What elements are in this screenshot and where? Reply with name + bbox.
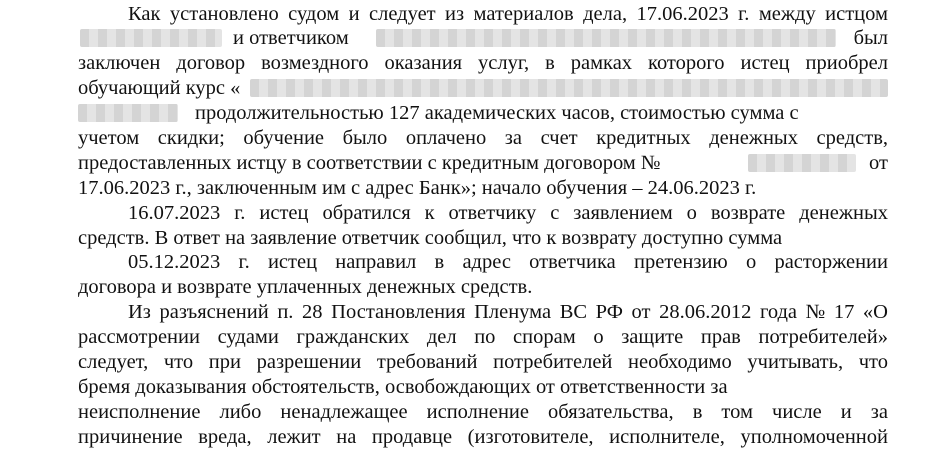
paragraph-1-line-6 — [78, 125, 888, 151]
paragraph-2-line-1 — [128, 200, 888, 226]
text-line: заключен договор возмездного оказания услуг, в рамках которого истец приобрел — [78, 52, 888, 74]
redacted-text — [80, 29, 222, 47]
paragraph-1-line-8 — [78, 175, 888, 201]
paragraph-1-line-3 — [78, 50, 888, 76]
paragraph-1-line-1 — [128, 1, 888, 27]
text-line: от — [869, 152, 888, 174]
text-line: был — [853, 27, 888, 49]
text-line: 05.12.2023 г. истец направил в адрес ответчика претензию о расторжении — [128, 251, 888, 273]
paragraph-2-line-2 — [78, 225, 888, 251]
paragraph-1-line-4 — [78, 75, 888, 101]
text-line: продолжительностью 127 академических часов, стоимостью сумма с — [195, 102, 799, 124]
text-line: договора и возврате уплаченных денежных средств. — [78, 276, 533, 298]
text-line: неисполнение либо ненадлежащее исполнение обязательства, в том числе и за — [78, 401, 888, 423]
paragraph-4-line-1 — [128, 299, 888, 325]
text-line: 16.07.2023 г. истец обратился к ответчику с заявлением о возврате денежных — [128, 202, 888, 224]
paragraph-1-line-2 — [78, 25, 888, 51]
paragraph-4-line-2 — [78, 324, 888, 350]
text-line: и ответчиком — [233, 27, 349, 49]
text-line: Как установлено судом и следует из материалов дела, 17.06.2023 г. между истцом — [128, 3, 888, 25]
redacted-text — [78, 104, 178, 122]
text-line: предоставленных истцу в соответствии с кредитным договором № — [78, 152, 661, 174]
paragraph-4-line-5 — [78, 399, 888, 425]
redacted-text — [376, 29, 836, 47]
text-line: средств. В ответ на заявление ответчик сообщил, что к возврату доступно сумма — [78, 227, 783, 249]
paragraph-4-line-4 — [78, 374, 888, 400]
paragraph-4-line-3 — [78, 349, 888, 375]
text-line: 17.06.2023 г., заключенным им с адрес Банк»; начало обучения – 24.06.2023 г. — [78, 177, 757, 199]
paragraph-1-line-5 — [78, 100, 888, 126]
text-line: рассмотрении судами гражданских дел по спорам о защите прав потребителей» — [78, 326, 888, 348]
text-line: причинение вреда, лежит на продавце (изготовителе, исполнителе, уполномоченной — [78, 426, 888, 448]
paragraph-3-line-1 — [128, 249, 888, 275]
paragraph-1-line-7 — [78, 150, 888, 176]
text-line: бремя доказывания обстоятельств, освобождающих от ответственности за — [78, 376, 728, 398]
text-line: следует, что при разрешении требований потребителей необходимо учитывать, что — [78, 351, 888, 373]
text-line: обучающий курс « — [78, 77, 241, 99]
text-line: Из разъяснений п. 28 Постановления Пленума ВС РФ от 28.06.2012 года № 17 «О — [128, 301, 888, 323]
paragraph-4-line-6 — [78, 424, 888, 450]
paragraph-3-line-2 — [78, 274, 888, 300]
text-line: учетом скидки; обучение было оплачено за счет кредитных денежных средств, — [78, 127, 888, 149]
redacted-text — [250, 79, 888, 97]
redacted-text — [748, 154, 856, 172]
